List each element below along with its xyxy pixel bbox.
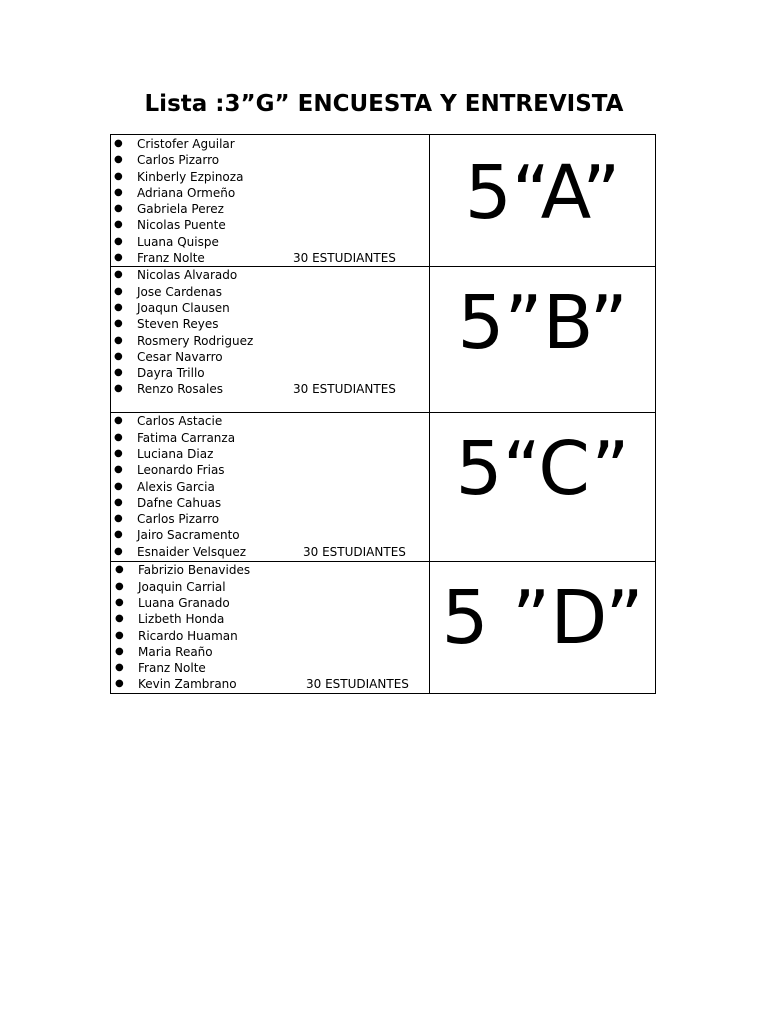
group-row-d xyxy=(111,562,656,693)
bullet-icon: ● xyxy=(114,318,123,330)
student-name: Carlos Pizarro xyxy=(137,153,220,168)
student-name: Dayra Trillo xyxy=(137,366,205,381)
list-item xyxy=(111,267,429,283)
bullet-icon: ● xyxy=(114,203,123,215)
bullet-icon: ● xyxy=(114,367,123,379)
list-item xyxy=(111,527,429,543)
list-item xyxy=(111,562,429,578)
student-name: Fatima Carranza xyxy=(137,430,236,445)
bullet-icon: ● xyxy=(114,350,123,362)
list-item xyxy=(111,628,429,644)
bullet-icon: ● xyxy=(114,480,123,492)
bullet-icon: ● xyxy=(114,235,123,247)
section-cell-b xyxy=(429,267,655,413)
list-item xyxy=(111,676,429,692)
list-item xyxy=(111,169,429,185)
roster-table xyxy=(110,134,656,694)
student-list-cell-d xyxy=(111,562,430,693)
student-name: Ricardo Huaman xyxy=(138,628,238,643)
section-cell-a xyxy=(429,135,655,267)
student-count: 30 ESTUDIANTES xyxy=(306,677,409,692)
bullet-icon: ● xyxy=(114,186,123,198)
bullet-icon: ● xyxy=(114,170,123,182)
student-list-cell-c xyxy=(111,413,430,562)
list-item xyxy=(111,217,429,233)
group-row-b xyxy=(111,267,656,413)
list-item xyxy=(111,611,429,627)
bullet-icon: ● xyxy=(114,285,123,297)
list-item xyxy=(111,152,429,168)
list-item xyxy=(111,300,429,316)
section-cell-d xyxy=(429,562,655,693)
student-list-cell-a xyxy=(111,135,430,267)
section-label-a: 5“A” xyxy=(464,150,621,236)
bullet-icon: ● xyxy=(115,662,124,674)
bullet-icon: ● xyxy=(114,138,123,149)
student-name: Kevin Zambrano xyxy=(138,677,237,692)
student-list-b xyxy=(111,267,429,397)
student-name: Joaqun Clausen xyxy=(137,300,230,315)
list-item xyxy=(111,234,429,250)
bullet-icon: ● xyxy=(115,629,124,641)
student-list-d xyxy=(111,562,429,692)
student-name: Leonardo Frias xyxy=(137,463,225,478)
group-row-c xyxy=(111,413,656,562)
list-item xyxy=(111,316,429,332)
bullet-icon: ● xyxy=(114,219,123,231)
student-list-c xyxy=(111,413,429,560)
bullet-icon: ● xyxy=(114,383,123,395)
student-name: Jose Cardenas xyxy=(137,284,222,299)
student-name: Franz Nolte xyxy=(137,251,205,266)
student-count: 30 ESTUDIANTES xyxy=(303,544,406,559)
student-name: Maria Reaño xyxy=(138,644,213,659)
student-name: Cesar Navarro xyxy=(137,349,223,364)
student-name: Carlos Astacie xyxy=(137,414,223,429)
list-item xyxy=(111,644,429,660)
list-item xyxy=(111,495,429,511)
student-name: Kinberly Ezpinoza xyxy=(137,169,244,184)
list-item xyxy=(111,446,429,462)
group-row-a xyxy=(111,135,656,267)
student-count: 30 ESTUDIANTES xyxy=(293,251,396,266)
list-item xyxy=(111,136,429,152)
bullet-icon: ● xyxy=(115,596,124,608)
student-name: Gabriela Perez xyxy=(137,202,224,217)
student-name: Carlos Pizarro xyxy=(137,512,220,527)
student-name: Luana Granado xyxy=(138,595,230,610)
student-name: Alexis Garcia xyxy=(137,479,215,494)
student-name: Esnaider Velsquez xyxy=(137,544,247,559)
student-name: Nicolas Alvarado xyxy=(137,268,238,283)
student-name: Luciana Diaz xyxy=(137,446,214,461)
student-name: Cristofer Aguilar xyxy=(137,137,235,151)
list-item xyxy=(111,462,429,478)
bullet-icon: ● xyxy=(114,415,123,427)
list-item xyxy=(111,579,429,595)
list-item xyxy=(111,413,429,429)
student-name: Steven Reyes xyxy=(137,317,219,332)
bullet-icon: ● xyxy=(114,252,123,264)
list-item xyxy=(111,333,429,349)
student-name: Jairo Sacramento xyxy=(137,528,240,543)
bullet-icon: ● xyxy=(114,431,123,443)
student-name: Adriana Ormeño xyxy=(137,185,236,200)
bullet-icon: ● xyxy=(115,645,124,657)
bullet-icon: ● xyxy=(114,464,123,476)
student-name: Rosmery Rodriguez xyxy=(137,333,254,348)
section-cell-c xyxy=(429,413,655,562)
bullet-icon: ● xyxy=(115,564,124,576)
student-list-a xyxy=(111,135,429,266)
list-item xyxy=(111,430,429,446)
list-item xyxy=(111,250,429,266)
bullet-icon: ● xyxy=(114,447,123,459)
list-item xyxy=(111,595,429,611)
page-title: Lista :3”G” ENCUESTA Y ENTREVISTA xyxy=(144,91,624,117)
student-name: Renzo Rosales xyxy=(137,382,223,397)
student-name: Nicolas Puente xyxy=(137,218,226,233)
student-list-cell-b xyxy=(111,267,430,413)
student-name: Dafne Cahuas xyxy=(137,495,222,510)
list-item xyxy=(111,201,429,217)
list-item xyxy=(111,660,429,676)
section-label-d: 5 ”D” xyxy=(441,575,644,662)
student-name: Joaquin Carrial xyxy=(138,579,226,594)
student-name: Luana Quispe xyxy=(137,234,219,249)
bullet-icon: ● xyxy=(114,529,123,541)
bullet-icon: ● xyxy=(115,580,124,592)
student-name: Lizbeth Honda xyxy=(138,612,225,627)
bullet-icon: ● xyxy=(114,154,123,166)
list-item xyxy=(111,479,429,495)
list-item xyxy=(111,511,429,527)
bullet-icon: ● xyxy=(115,678,124,690)
bullet-icon: ● xyxy=(114,496,123,508)
bullet-icon: ● xyxy=(114,301,123,313)
bullet-icon: ● xyxy=(114,334,123,346)
bullet-icon: ● xyxy=(114,545,123,557)
list-item xyxy=(111,185,429,201)
student-count: 30 ESTUDIANTES xyxy=(293,382,396,397)
list-item xyxy=(111,284,429,300)
section-label-c: 5“C” xyxy=(455,426,630,513)
list-item xyxy=(111,381,429,397)
list-item xyxy=(111,349,429,365)
bullet-icon: ● xyxy=(114,269,123,281)
bullet-icon: ● xyxy=(114,513,123,525)
bullet-icon: ● xyxy=(115,613,124,625)
list-item xyxy=(111,544,429,560)
section-label-b: 5”B” xyxy=(457,280,628,367)
student-name: Franz Nolte xyxy=(138,661,206,676)
student-name: Fabrizio Benavides xyxy=(138,563,251,578)
list-item xyxy=(111,365,429,381)
